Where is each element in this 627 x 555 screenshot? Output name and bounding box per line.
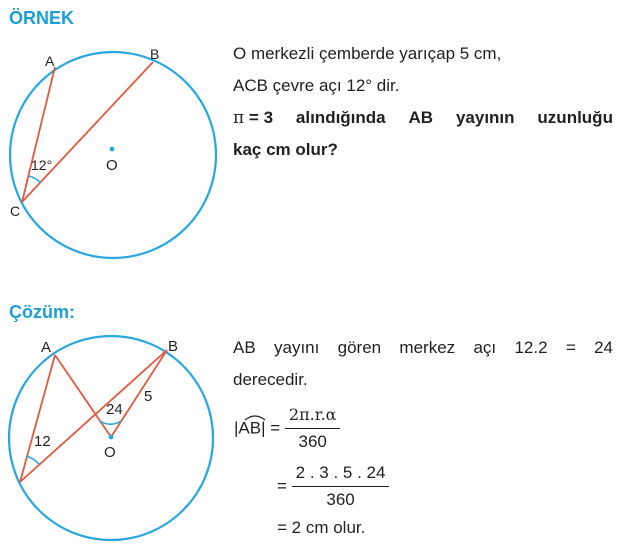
example-center-label: O bbox=[106, 157, 118, 174]
question-pi-equals: π = 3 bbox=[233, 108, 274, 128]
example-heading: ÖRNEK bbox=[9, 8, 75, 28]
solution-line-1 bbox=[233, 332, 613, 364]
solution-center-label: O bbox=[104, 444, 116, 461]
solution-radius-label: 5 bbox=[144, 388, 153, 405]
solution-circle-figure bbox=[0, 335, 225, 555]
solution-center-dot bbox=[109, 435, 114, 440]
solution-point-b-label: B bbox=[168, 338, 179, 355]
example-point-c-label: C bbox=[10, 203, 21, 219]
arc-length-lhs bbox=[234, 419, 285, 438]
solution-word: = bbox=[565, 338, 576, 357]
solution-text bbox=[233, 332, 613, 396]
example-center-dot bbox=[110, 147, 115, 152]
arc-length-formula bbox=[234, 404, 340, 453]
example-angle-arc bbox=[29, 176, 41, 183]
solution-word: merkez bbox=[399, 338, 456, 357]
solution-central-angle-arc bbox=[100, 421, 121, 424]
example-point-b-label: B bbox=[150, 46, 160, 62]
example-question-line-2: kaç cm olur? bbox=[233, 140, 338, 159]
example-question-line-1 bbox=[233, 102, 613, 134]
example-circle bbox=[10, 52, 216, 258]
solution-result: = 2 cm olur. bbox=[277, 518, 366, 537]
pi-symbol: π bbox=[233, 108, 245, 128]
arc-symbol bbox=[243, 413, 267, 421]
solution-word: yayını bbox=[273, 338, 320, 357]
arc-length-lhs-text: |AB| = bbox=[234, 418, 281, 438]
solution-word: AB bbox=[233, 338, 256, 357]
example-point-a-label: A bbox=[45, 53, 55, 69]
substitution-formula bbox=[277, 462, 389, 511]
substitution-equals: = bbox=[277, 476, 287, 496]
solution-inscribed-angle-label: 12 bbox=[34, 433, 51, 450]
substitution-fraction bbox=[292, 462, 390, 511]
solution-heading: Çözüm: bbox=[9, 302, 75, 322]
solution-point-a-label: A bbox=[41, 339, 52, 356]
formula-fraction bbox=[285, 404, 341, 453]
solution-word: 12.2 bbox=[514, 338, 548, 357]
formula-numerator: 2π.r.α bbox=[285, 404, 341, 429]
example-chord-cb bbox=[22, 62, 153, 202]
example-text bbox=[233, 38, 613, 166]
question-word: uzunluğu bbox=[537, 108, 613, 127]
example-circle-figure bbox=[0, 40, 225, 270]
solution-inscribed-angle-arc bbox=[26, 456, 39, 464]
question-word: yayının bbox=[455, 108, 515, 127]
solution-word: 24 bbox=[594, 338, 613, 357]
formula-denominator: 360 bbox=[298, 432, 327, 451]
substitution-denominator: 360 bbox=[326, 490, 355, 509]
substitution-numerator: 2 . 3 . 5 . 24 bbox=[292, 462, 390, 487]
solution-central-angle-label: 24 bbox=[106, 401, 123, 418]
solution-word: gören bbox=[337, 338, 382, 357]
example-angle-label: 12° bbox=[31, 157, 53, 173]
solution-word: açı bbox=[473, 338, 497, 357]
solution-chord-cb bbox=[20, 350, 167, 482]
example-line-1: O merkezli çemberde yarıçap 5 cm, bbox=[233, 44, 502, 63]
example-line-2: ACB çevre açı 12° dir. bbox=[233, 76, 400, 95]
question-word: alındığında bbox=[295, 108, 386, 127]
question-word: AB bbox=[408, 108, 434, 127]
solution-line-2: derecedir. bbox=[233, 370, 308, 389]
